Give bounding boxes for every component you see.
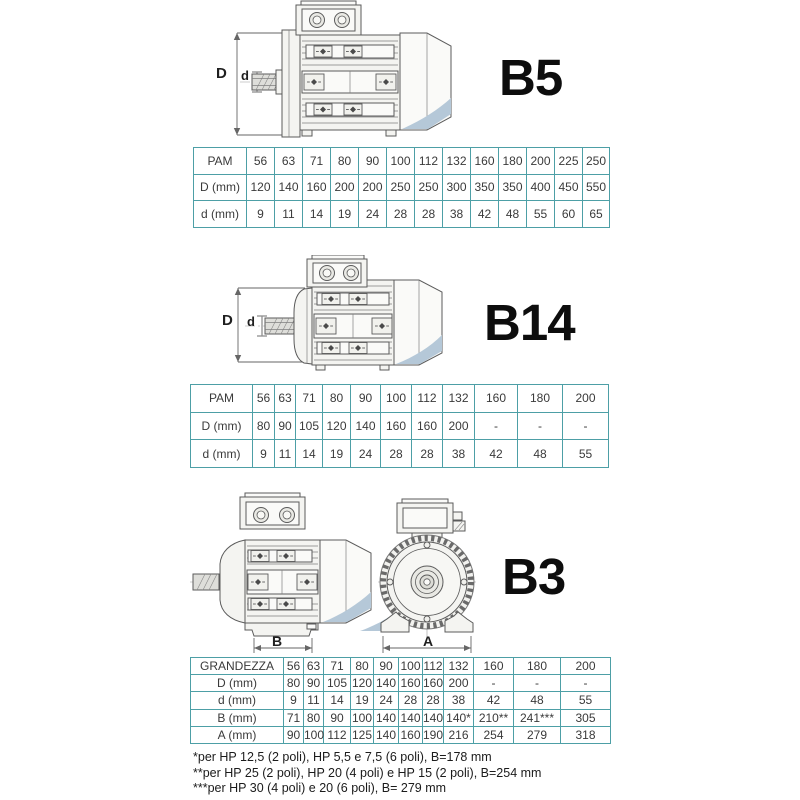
value-cell: 55 <box>561 692 611 709</box>
table-row <box>191 709 611 726</box>
value-cell: - <box>514 675 561 692</box>
value-cell: 112 <box>412 385 443 413</box>
table-row <box>191 440 609 468</box>
value-cell: - <box>563 412 609 440</box>
value-cell: 112 <box>415 148 443 175</box>
value-cell: 11 <box>304 692 324 709</box>
value-cell: 216 <box>444 726 474 743</box>
b5-section-title: B5 <box>499 49 563 106</box>
value-cell: 190 <box>423 727 444 742</box>
value-cell: 80 <box>331 148 359 175</box>
b14-motor-diagram <box>190 255 480 385</box>
value-cell: 19 <box>351 692 374 709</box>
value-cell: 125 <box>351 727 373 742</box>
value-cell: 28 <box>412 440 443 468</box>
value-cell: 105 <box>296 412 323 440</box>
value-cell: 80 <box>304 709 324 726</box>
value-cell: 160 <box>412 412 443 440</box>
row-header-cell: d (mm) <box>194 201 247 228</box>
value-cell: 250 <box>387 174 415 201</box>
value-cell: 71 <box>284 709 304 726</box>
value-cell: 140 <box>374 675 399 692</box>
value-cell: 140* <box>444 709 474 726</box>
row-header-cell: GRANDEZZA <box>191 658 284 675</box>
value-cell: - <box>475 412 518 440</box>
value-cell: 56 <box>284 658 304 675</box>
value-cell: 90 <box>324 709 351 726</box>
value-cell: 24 <box>359 201 387 228</box>
value-cell: 112 <box>423 659 443 674</box>
b14-spec-table <box>190 384 609 468</box>
value-cell: 450 <box>555 174 583 201</box>
row-header-cell: A (mm) <box>191 726 284 743</box>
value-cell: 19 <box>331 201 359 228</box>
value-cell: 80 <box>351 658 374 675</box>
table-row <box>191 658 611 675</box>
value-cell: 225 <box>555 148 583 175</box>
value-cell: 180 <box>499 148 527 175</box>
value-cell: 140 <box>374 726 399 743</box>
table-row <box>191 726 611 743</box>
table-row <box>194 201 610 228</box>
value-cell: 90 <box>374 658 399 675</box>
value-cell: - <box>474 675 514 692</box>
value-cell: 160 <box>381 412 412 440</box>
row-header-cell: PAM <box>191 385 253 413</box>
value-cell: 80 <box>253 412 275 440</box>
value-cell: 63 <box>275 385 296 413</box>
value-cell: 350 <box>499 174 527 201</box>
value-cell: 300 <box>443 174 471 201</box>
footnote-line: *per HP 12,5 (2 poli), HP 5,5 e 7,5 (6 poli), B=178 mm <box>193 750 492 764</box>
value-cell: 200 <box>443 412 475 440</box>
value-cell: 63 <box>275 148 303 175</box>
row-header-cell: PAM <box>194 148 247 175</box>
value-cell: 120 <box>323 412 351 440</box>
value-cell: 140 <box>351 412 381 440</box>
row-header-cell: D (mm) <box>191 675 284 692</box>
value-cell: 140 <box>400 710 421 725</box>
value-cell: 105 <box>324 675 351 692</box>
value-cell: 90 <box>275 412 296 440</box>
value-cell: 11 <box>275 440 296 468</box>
value-cell: 200 <box>359 174 387 201</box>
value-cell: 11 <box>275 201 303 228</box>
table-row <box>194 148 610 175</box>
value-cell: 200 <box>563 385 609 413</box>
value-cell: 42 <box>474 692 514 709</box>
value-cell: 71 <box>324 658 351 675</box>
value-cell: 112 <box>324 726 351 743</box>
table-row <box>191 385 609 413</box>
value-cell: 254 <box>474 726 514 743</box>
value-cell: 250 <box>583 148 610 175</box>
value-cell: 90 <box>304 675 324 692</box>
value-cell: 180 <box>518 385 563 413</box>
footnote-line: ***per HP 30 (4 poli) e 20 (6 poli), B= 279 mm <box>193 781 447 795</box>
value-cell: 80 <box>323 385 351 413</box>
value-cell: 100 <box>351 710 373 725</box>
b5-motor-diagram <box>190 0 480 148</box>
value-cell: 19 <box>323 440 351 468</box>
value-cell: 200 <box>527 148 555 175</box>
b5-spec-table <box>193 147 610 228</box>
value-cell: 160 <box>471 148 499 175</box>
b5-dim-D-label: D <box>216 65 227 82</box>
table-row <box>191 412 609 440</box>
value-cell: 14 <box>296 440 323 468</box>
value-cell: 120 <box>247 174 275 201</box>
value-cell: 48 <box>514 692 561 709</box>
value-cell: 71 <box>303 148 331 175</box>
value-cell: 65 <box>583 201 610 228</box>
value-cell: 14 <box>303 201 331 228</box>
value-cell: 28 <box>387 201 415 228</box>
value-cell: 9 <box>253 440 275 468</box>
value-cell: 550 <box>583 174 610 201</box>
value-cell: 24 <box>351 440 381 468</box>
value-cell: 250 <box>415 174 443 201</box>
value-cell: 132 <box>443 148 471 175</box>
b3-section-title: B3 <box>502 548 566 605</box>
value-cell: 9 <box>247 201 275 228</box>
value-cell: 24 <box>374 692 399 709</box>
value-cell: 55 <box>563 440 609 468</box>
value-cell: 100 <box>381 385 412 413</box>
value-cell: 28 <box>381 440 412 468</box>
b14-dim-d-label: d <box>247 314 255 329</box>
value-cell: 56 <box>247 148 275 175</box>
value-cell: 400 <box>527 174 555 201</box>
value-cell: 42 <box>471 201 499 228</box>
value-cell: 241*** <box>514 709 561 726</box>
value-cell: 140 <box>275 174 303 201</box>
value-cell: 55 <box>527 201 555 228</box>
value-cell: 90 <box>284 726 304 743</box>
b14-dim-D-label: D <box>222 312 233 329</box>
value-cell: 60 <box>555 201 583 228</box>
value-cell: 160 <box>474 658 514 675</box>
value-cell: 180 <box>514 658 561 675</box>
value-cell: 100 <box>400 659 421 674</box>
value-cell: 305 <box>561 709 611 726</box>
value-cell: 120 <box>351 676 373 691</box>
table-row <box>191 692 611 709</box>
value-cell: 160 <box>475 385 518 413</box>
value-cell: 132 <box>443 385 475 413</box>
table-row <box>191 675 611 692</box>
row-header-cell: d (mm) <box>191 692 284 709</box>
value-cell: 100 <box>304 727 325 742</box>
value-cell: 28 <box>399 692 423 709</box>
row-header-cell: B (mm) <box>191 709 284 726</box>
value-cell: 200 <box>561 658 611 675</box>
value-cell: 160 <box>303 174 331 201</box>
value-cell: 160 <box>400 727 421 742</box>
value-cell: 63 <box>304 658 324 675</box>
row-header-cell: D (mm) <box>194 174 247 201</box>
value-cell: 160 <box>423 676 444 691</box>
value-cell: - <box>518 412 563 440</box>
value-cell: 100 <box>387 148 415 175</box>
value-cell: 42 <box>475 440 518 468</box>
b3-spec-table <box>190 657 611 744</box>
b5-dim-d-label: d <box>241 68 249 83</box>
value-cell: 350 <box>471 174 499 201</box>
b14-section-title: B14 <box>484 294 575 351</box>
value-cell: 90 <box>351 385 381 413</box>
row-header-cell: d (mm) <box>191 440 253 468</box>
value-cell: 56 <box>253 385 275 413</box>
value-cell: 140 <box>423 710 444 725</box>
value-cell: 279 <box>514 726 561 743</box>
value-cell: 38 <box>443 201 471 228</box>
value-cell: 160 <box>400 676 421 691</box>
value-cell: 48 <box>518 440 563 468</box>
value-cell: 132 <box>444 658 474 675</box>
value-cell: 90 <box>359 148 387 175</box>
value-cell: 28 <box>423 692 444 709</box>
value-cell: - <box>561 675 611 692</box>
value-cell: 9 <box>284 692 304 709</box>
value-cell: 48 <box>499 201 527 228</box>
value-cell: 80 <box>284 675 304 692</box>
value-cell: 28 <box>415 201 443 228</box>
b3-dim-A-label: A <box>423 633 434 649</box>
b3-motor-diagram <box>190 490 482 655</box>
value-cell: 38 <box>443 440 475 468</box>
value-cell: 200 <box>331 174 359 201</box>
footnotes <box>193 750 541 797</box>
b3-dim-B-label: B <box>272 633 283 649</box>
value-cell: 71 <box>296 385 323 413</box>
value-cell: 318 <box>561 726 611 743</box>
value-cell: 210** <box>474 709 514 726</box>
row-header-cell: D (mm) <box>191 412 253 440</box>
table-row <box>194 174 610 201</box>
value-cell: 140 <box>374 709 399 726</box>
value-cell: 200 <box>444 675 474 692</box>
value-cell: 14 <box>324 692 351 709</box>
footnote-line: **per HP 25 (2 poli), HP 20 (4 poli) e HP 15 (2 poli), B=254 mm <box>193 765 542 780</box>
value-cell: 38 <box>444 692 474 709</box>
